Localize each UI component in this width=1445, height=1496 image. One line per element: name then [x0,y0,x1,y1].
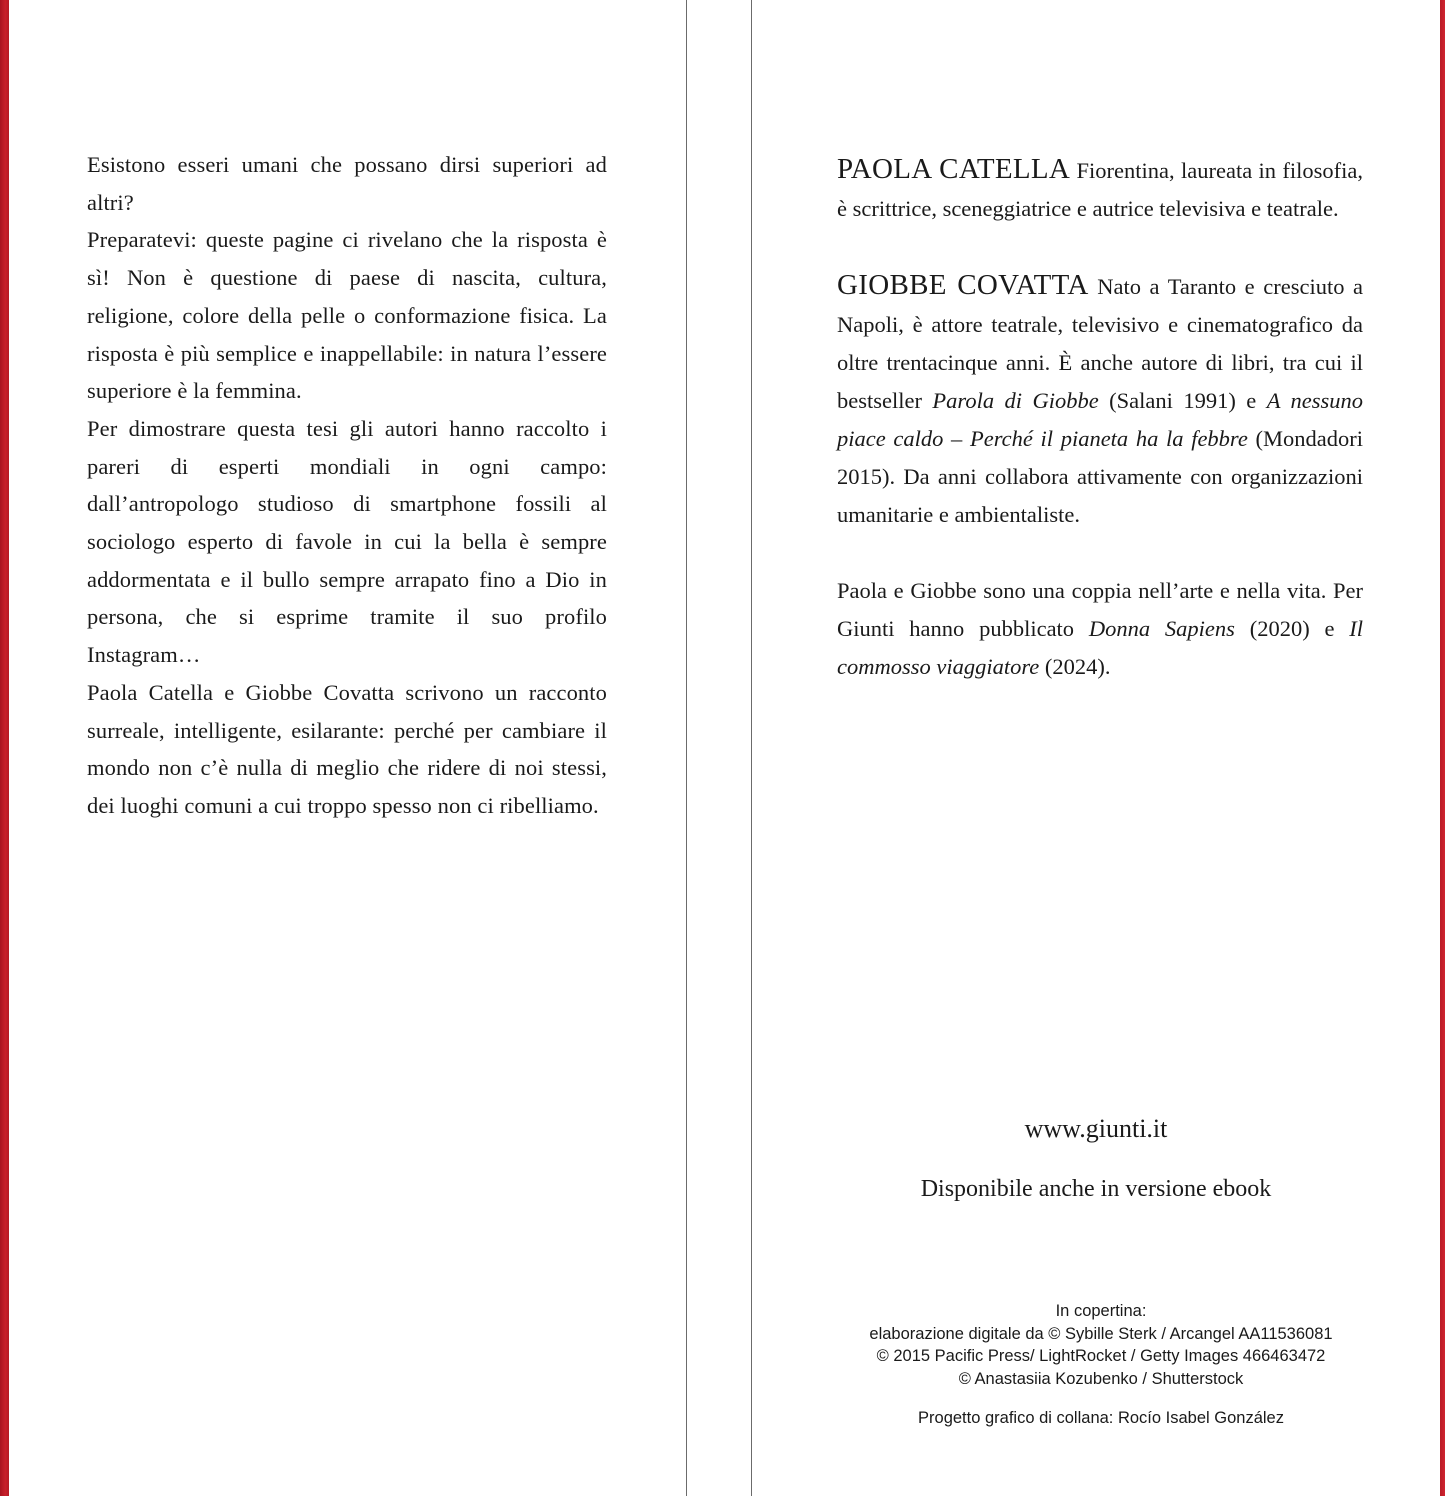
author-bio-giobbe [837,266,1363,534]
couple-note [837,572,1363,686]
author-bio-paola-text: Fiorentina, laureata in filosofia, è scrittrice, sceneggiatrice e autrice televisiva e teatrale. [837,158,1363,221]
design-credit: Progetto grafico di collana: Rocío Isabel González [918,1409,1284,1427]
publisher-website: www.giunti.it [1024,1114,1168,1143]
author-bio-giobbe-text-b: (Salani 1991) e [1109,388,1257,413]
author-bio-giobbe-text-a: Nato a Taranto e cresciuto a Napoli, è attore teatrale, televisivo e cinematografico da oltre trentacinque anni. È anche autore di libri, tra cui il bestseller [837,274,1364,413]
couple-note-text-c: (2024). [1044,654,1111,679]
author-name-paola: PAOLA CATELLA [837,153,1071,185]
cover-credits [752,1300,1445,1390]
book-title-parola-di-giobbe: Parola di Giobbe [932,388,1099,413]
book-title-il-commosso-viaggiatore: Il commosso viaggiatore [837,616,1364,679]
credit-line: © Anastasiia Kozubenko / Shutterstock [958,1369,1244,1388]
blurb-text [87,146,607,825]
author-bios [837,150,1363,686]
author-bio-paola [837,150,1363,228]
blurb-paragraph: Per dimostrare questa tesi gli autori hanno raccolto i pareri di esperti mondiali in ogni campo: dall’antropologo studioso di smartphone fossili al sociologo esperto di favole in cui la bella è sempre addormentata e il bullo sempre arrapato fino a Dio in persona, che si esprime tramite il suo profilo Instagram… [87,415,607,668]
book-title-a-nessuno-piace-caldo: A nessuno piace caldo – Perché il pianeta ha la febbre [837,388,1364,451]
ebook-note: Disponibile anche in versione ebook [920,1176,1272,1202]
couple-note-text-b: (2020) e [1249,616,1335,641]
blurb-paragraph: Preparatevi: queste pagine ci rivelano che la risposta è sì! Non è questione di paese di nascita, cultura, religione, colore della pelle o conformazione fisica. La risposta è più semplice e inappellabile: in natura l’essere superiore è la femmina. [87,227,607,404]
credit-line: elaborazione digitale da © Sybille Sterk / Arcangel AA11536081 [869,1324,1333,1343]
credit-line: In copertina: [1055,1302,1147,1320]
left-flap [9,0,687,1496]
credit-line: © 2015 Pacific Press/ LightRocket / Getty Images 466463472 [876,1347,1326,1365]
right-flap [751,0,1440,1496]
book-title-donna-sapiens: Donna Sapiens [1088,616,1235,641]
red-spine-edge-right [1440,0,1445,1496]
author-name-giobbe: GIOBBE COVATTA [837,269,1089,301]
couple-note-text-a: Paola e Giobbe sono una coppia nell’arte e nella vita. Per Giunti hanno pubblicato [837,578,1363,641]
author-bio-giobbe-text-c: (Mondadori 2015). Da anni collabora attivamente con organizzazioni umanitarie e ambientaliste. [837,426,1363,527]
blurb-paragraph: Esistono esseri umani che possano dirsi superiori ad altri? [87,152,607,215]
blurb-paragraph: Paola Catella e Giobbe Covatta scrivono un racconto surreale, intelligente, esilarante: perché per cambiare il mondo non c’è nulla di meglio che ridere di noi stessi, dei luoghi comuni a cui troppo spesso non ci ribelliamo. [87,679,607,818]
red-spine-edge-left [0,0,9,1496]
